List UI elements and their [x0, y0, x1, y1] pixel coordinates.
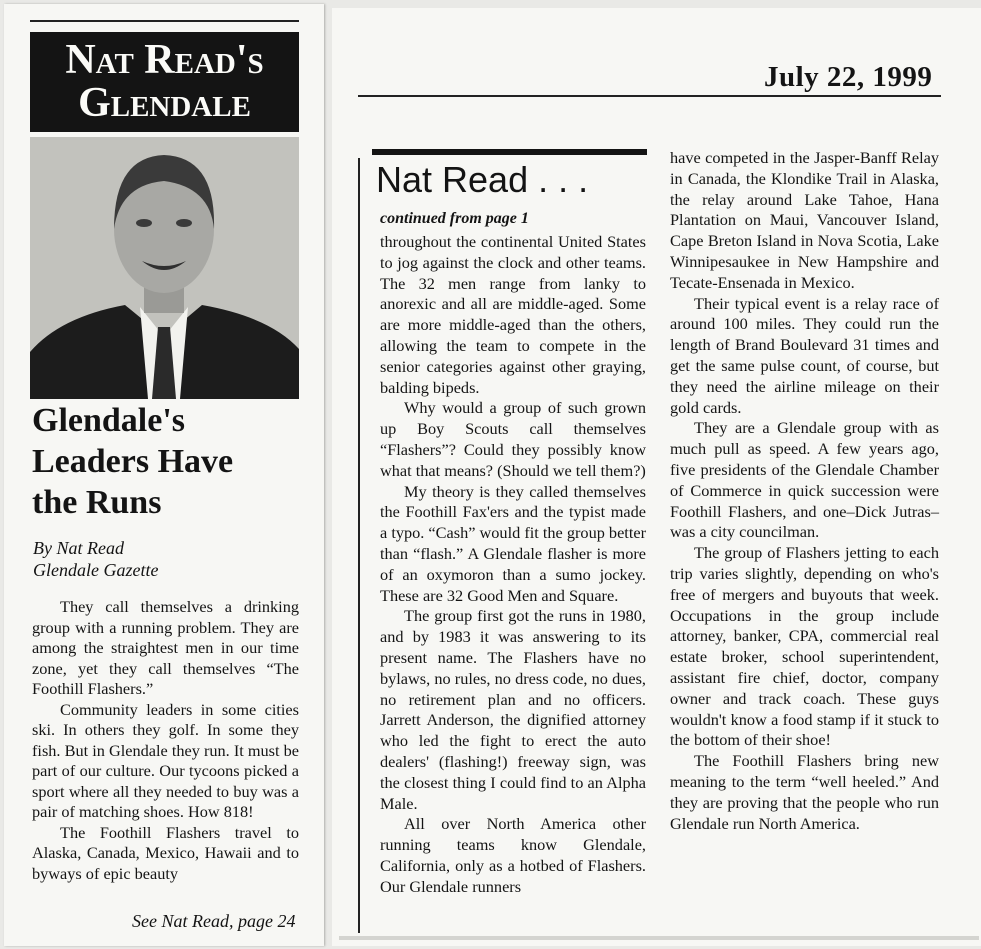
masthead-line-2: Glendale	[78, 80, 251, 126]
byline	[33, 537, 158, 581]
column-title: Nat Read . . .	[376, 159, 589, 200]
paragraph: The group of Flashers jetting to each trip varies slightly, depending on who's free of mergers and buyouts that week. Occupations in the group include attorney, banker, CPA, commercial real estate broker, school superintendent, assistant fire chief, doctor, company owner and track coach. These guys wouldn't know a food stamp if it stuck to the bottom of their shoe!	[670, 543, 939, 750]
paragraph: Their typical event is a relay race of around 100 miles. They could run the length of Brand Boulevard 31 times and get the same pulse count, of course, but they need the airline mileage on their gold cards.	[670, 293, 939, 417]
article-column-2	[670, 148, 939, 834]
paragraph: All over North America other running teams know Glendale, California, only as a hotbed of Flashers. Our Glendale runners	[380, 814, 646, 896]
paragraph: throughout the continental United States to jog against the clock and other teams. The 32 men range from lanky to anorexic and all are middle-aged. Some are more middle-aged than the others, allowing the team to compete in the senior categories against other graying, balding bipeds.	[380, 232, 646, 397]
paragraph: The Foothill Flashers travel to Alaska, Canada, Mexico, Hawaii and to byways of epic beauty	[32, 822, 299, 883]
byline-publication: Glendale Gazette	[33, 560, 159, 580]
issue-date: July 22, 1999	[764, 61, 933, 93]
scan-edge	[339, 936, 979, 940]
paragraph: They are a Glendale group with as much pull as speed. A few years ago, five presidents of the Glendale Chamber of Commerce in quick succession were Foothill Flashers, and one–Dick Jutras–was a city councilman.	[670, 418, 939, 542]
paragraph: Community leaders in some cities ski. In others they golf. In some they fish. But in Glendale they run. It must be part of our culture. Our tycoons picked a sport where all they needed to buy was a pair of matching shoes. How 818!	[32, 699, 299, 821]
article-column-1	[380, 232, 646, 898]
column-title-bar	[372, 149, 647, 155]
headline	[32, 400, 312, 523]
paragraph: My theory is they called themselves the Foothill Fax'ers and the typist made a typo. “Cash” would fit the group better than “flash.” A Glendale flasher is more of an oxymoron than a sumo jockey. These are 32 Good Men and Square.	[380, 481, 646, 605]
column-divider	[358, 158, 360, 933]
headline-line-1: Glendale's	[32, 402, 186, 439]
paragraph: Why would a group of such grown up Boy Scouts call themselves “Flashers”? Could they possibly know what that means? (Should we tell them?)	[380, 398, 646, 480]
headline-line-3: the Runs	[32, 484, 162, 521]
paragraph: They call themselves a drinking group with a running problem. They are among the straightest men in our time zone, yet they call themselves “The Foothill Flashers.”	[32, 597, 299, 698]
masthead-line-1: Nat Read's	[65, 37, 264, 83]
date-rule	[358, 95, 941, 97]
paragraph: The group first got the runs in 1980, and by 1983 it was answering to its present name. The Flashers have no bylaws, no rules, no dress code, no dues, no retirement plan and no officers. Jarrett Anderson, the dignified attorney who led the fight to erect the auto dealers' (flashing!) freeway sign, was the closest thing I could find to an Alpha Male.	[380, 606, 646, 813]
article-intro	[32, 597, 299, 884]
byline-author: By Nat Read	[33, 538, 124, 558]
paragraph: The Foothill Flashers bring new meaning to the term “well heeled.” And they are proving that the people who run Glendale run North America.	[670, 751, 939, 833]
author-photo	[30, 137, 299, 399]
continued-label: continued from page 1	[380, 210, 529, 227]
headline-line-2: Leaders Have	[32, 443, 234, 480]
jump-line: See Nat Read, page 24	[132, 911, 296, 931]
paragraph: have competed in the Jasper-Banff Relay in Canada, the Klondike Trail in Alaska, the relay around Lake Tahoe, Hana Plantation on Maui, Vancouver Island, Cape Breton Island in Nova Scotia, Lake Winnipesaukee in New Hampshire and Tecate-Ensenada in Mexico.	[670, 148, 939, 292]
masthead-rule	[30, 20, 299, 22]
column-masthead	[30, 32, 299, 132]
